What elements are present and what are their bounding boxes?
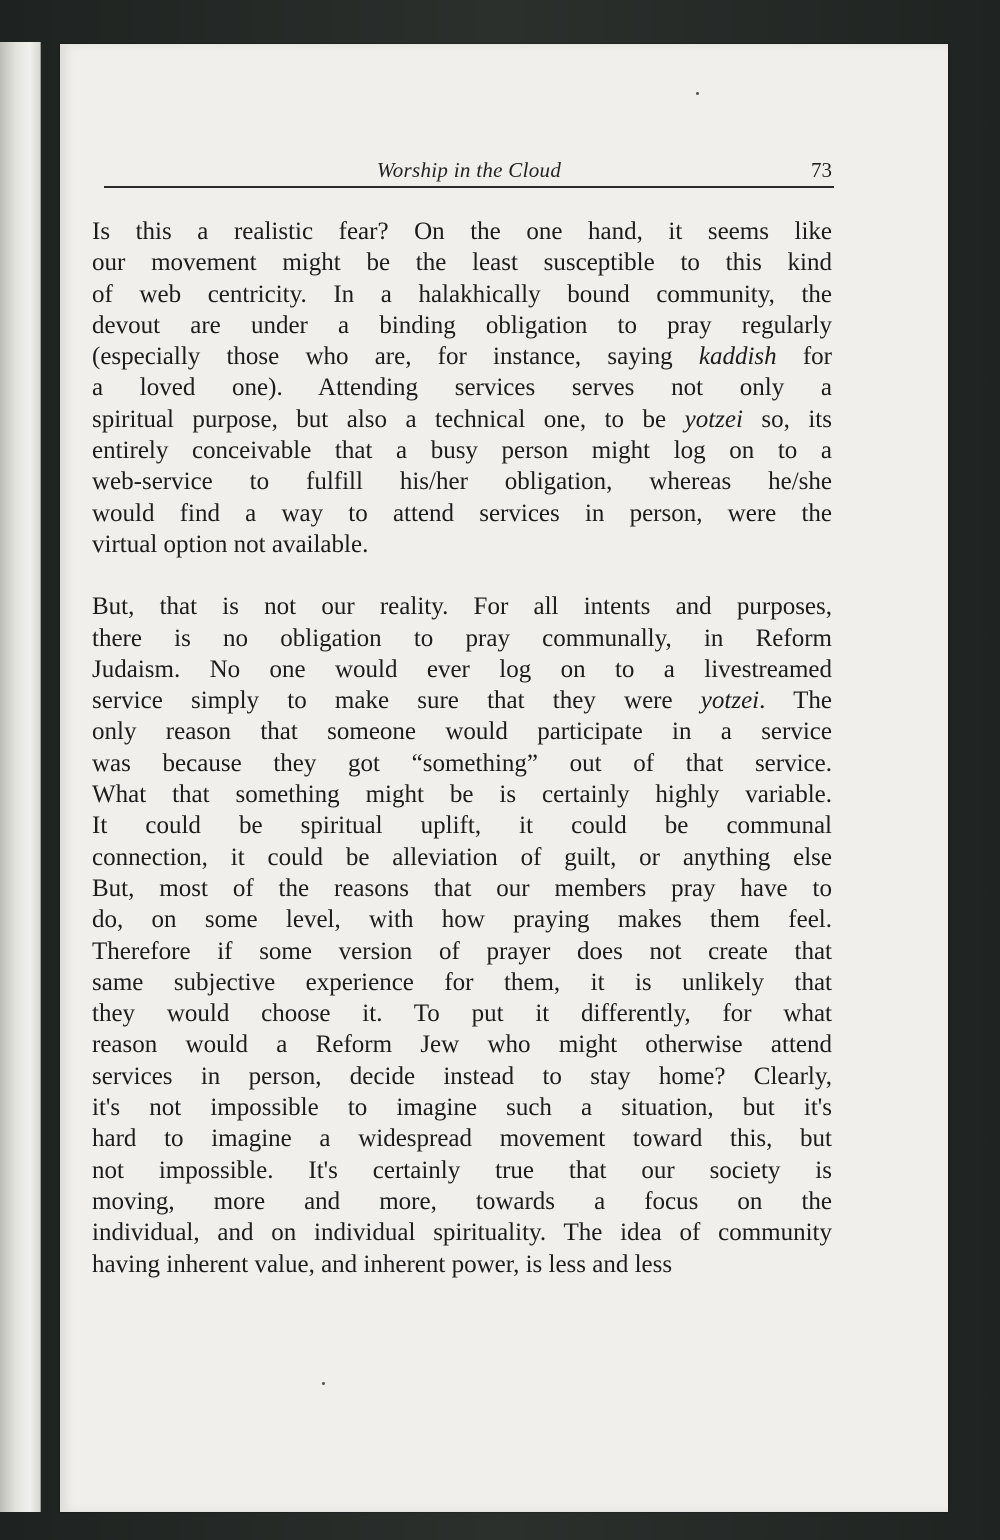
text-segment: services in person, decide instead to stay home? Clearly,: [92, 1062, 832, 1090]
text-line: [92, 1123, 832, 1154]
running-header: [104, 156, 834, 188]
dust-speck: [696, 92, 699, 95]
text-segment: not impossible. It's certainly true that our society is: [92, 1156, 832, 1184]
text-line: [92, 1061, 832, 1092]
italic-term: kaddish: [698, 343, 777, 371]
text-segment: our movement might be the least susceptible to this kind: [92, 249, 832, 277]
text-segment: spiritual purpose, but also a technical one, to be: [92, 405, 685, 433]
text-line: [92, 685, 832, 716]
text-line: [92, 372, 832, 403]
text-segment: do, on some level, with how praying makes them feel.: [92, 906, 832, 934]
text-segment: Judaism. No one would ever log on to a livestreamed: [92, 655, 832, 683]
text-line: [92, 310, 832, 341]
text-line: [92, 498, 832, 529]
text-line: [92, 716, 832, 747]
text-segment: web-service to fulfill his/her obligation, whereas he/she: [92, 468, 832, 496]
text-line: [92, 216, 832, 247]
text-segment: connection, it could be alleviation of guilt, or anything else: [92, 843, 832, 871]
text-line: [92, 1155, 832, 1186]
text-segment: so, its: [742, 405, 832, 433]
text-line: [92, 1217, 832, 1248]
text-segment: having inherent value, and inherent power, is less and less: [92, 1250, 673, 1278]
text-segment: . The: [759, 687, 832, 715]
text-segment: same subjective experience for them, it is unlikely that: [92, 968, 832, 996]
italic-term: yotzei: [684, 405, 743, 433]
text-segment: individual, and on individual spirituality. The idea of community: [92, 1219, 832, 1247]
paragraph: [92, 591, 832, 1280]
text-line: [92, 904, 832, 935]
text-line: [92, 623, 832, 654]
text-segment: reason would a Reform Jew who might otherwise attend: [92, 1031, 832, 1059]
text-segment: Therefore if some version of prayer does not create that: [92, 937, 832, 965]
book-page: [60, 44, 948, 1512]
paragraph: [92, 216, 832, 560]
text-segment: virtual option not available.: [92, 530, 369, 558]
text-segment: hard to imagine a widespread movement toward this, but: [92, 1125, 832, 1153]
text-line: [92, 967, 832, 998]
text-line: [92, 1029, 832, 1060]
text-line: [92, 404, 832, 435]
dust-speck: [322, 1382, 325, 1385]
text-line: [92, 591, 832, 622]
text-segment: was because they got “something” out of that service.: [92, 749, 832, 777]
text-line: [92, 466, 832, 497]
text-segment: they would choose it. To put it differently, for what: [92, 1000, 832, 1028]
text-line: [92, 341, 832, 372]
text-segment: a loved one). Attending services serves not only a: [92, 374, 832, 402]
text-segment: for: [776, 343, 832, 371]
text-segment: But, most of the reasons that our members pray have to: [92, 874, 832, 902]
text-line: [92, 1249, 832, 1280]
text-line: [92, 748, 832, 779]
text-line: [92, 998, 832, 1029]
text-segment: devout are under a binding obligation to pray regularly: [92, 311, 832, 339]
text-line: [92, 435, 832, 466]
body-text: [92, 216, 832, 1311]
text-segment: entirely conceivable that a busy person might log on to a: [92, 437, 832, 465]
text-line: [92, 1092, 832, 1123]
text-line: [92, 247, 832, 278]
text-line: [92, 936, 832, 967]
text-segment: would find a way to attend services in person, were the: [92, 499, 832, 527]
text-segment: It could be spiritual uplift, it could be communal: [92, 812, 832, 840]
text-segment: service simply to make sure that they were: [92, 687, 701, 715]
running-title: Worship in the Cloud: [376, 158, 562, 182]
text-segment: there is no obligation to pray communally, in Reform: [92, 624, 832, 652]
text-line: [92, 779, 832, 810]
text-line: [92, 1186, 832, 1217]
text-line: [92, 654, 832, 685]
page-number: 73: [811, 158, 832, 182]
text-line: [92, 842, 832, 873]
text-line: [92, 873, 832, 904]
text-segment: moving, more and more, towards a focus on the: [92, 1187, 832, 1215]
text-segment: only reason that someone would participate in a service: [92, 718, 832, 746]
text-segment: of web centricity. In a halakhically bound community, the: [92, 280, 832, 308]
text-segment: But, that is not our reality. For all intents and purposes,: [92, 593, 832, 621]
text-line: [92, 529, 832, 560]
previous-page-edge: [0, 42, 41, 1512]
text-segment: (especially those who are, for instance, saying: [92, 343, 699, 371]
italic-term: yotzei: [700, 687, 760, 715]
text-segment: What that something might be is certainly highly variable.: [92, 781, 832, 809]
text-line: [92, 810, 832, 841]
text-segment: it's not impossible to imagine such a situation, but it's: [92, 1094, 832, 1122]
text-line: [92, 279, 832, 310]
text-segment: Is this a realistic fear? On the one hand, it seems like: [92, 218, 832, 245]
